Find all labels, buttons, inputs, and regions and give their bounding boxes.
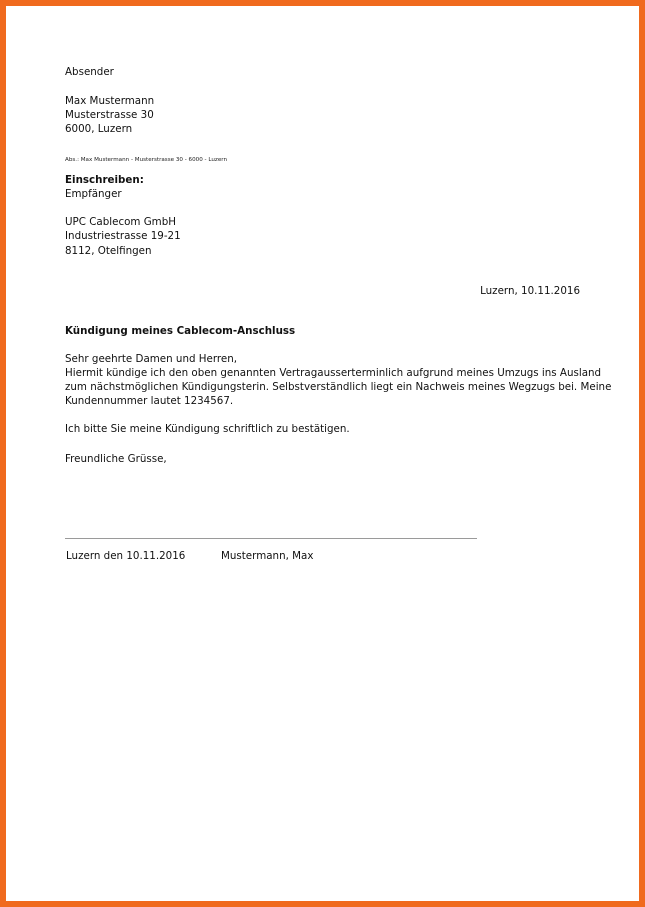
recipient-city: 8112, Otelfingen [65,245,152,257]
sender-heading: Absender [65,66,114,78]
salutation: Sehr geehrte Damen und Herren, [65,353,238,365]
sender-street: Musterstrasse 30 [65,109,154,121]
shipping-method: Einschreiben: [65,174,144,186]
subject-line: Kündigung meines Cablecom-Anschluss [65,325,296,337]
closing-line: Freundliche Grüsse, [65,453,167,465]
body-line-2: zum nächstmöglichen Kündigungsterin. Selbstverständlich liegt ein Nachweis meines Wegzugs bei. Meine [65,381,612,393]
recipient-heading: Empfänger [65,188,122,200]
body-line-3: Kundennummer lautet 1234567. [65,395,234,407]
request-line: Ich bitte Sie meine Kündigung schriftlich zu bestätigen. [65,423,350,435]
return-address: Abs.: Max Mustermann - Musterstrasse 30 - 6000 - Luzern [65,157,228,163]
signature-name: Mustermann, Max [221,550,314,562]
sender-name: Max Mustermann [65,95,155,107]
recipient-street: Industriestrasse 19-21 [65,230,181,242]
recipient-company: UPC Cablecom GmbH [65,216,176,228]
body-line-1: Hiermit kündige ich den oben genannten Vertragausserterminlich aufgrund meines Umzugs ins Ausland [65,367,602,379]
signature-place-date: Luzern den 10.11.2016 [66,550,186,562]
date-line: Luzern, 10.11.2016 [480,285,580,297]
signature-line [65,538,477,539]
sender-city: 6000, Luzern [65,123,133,135]
